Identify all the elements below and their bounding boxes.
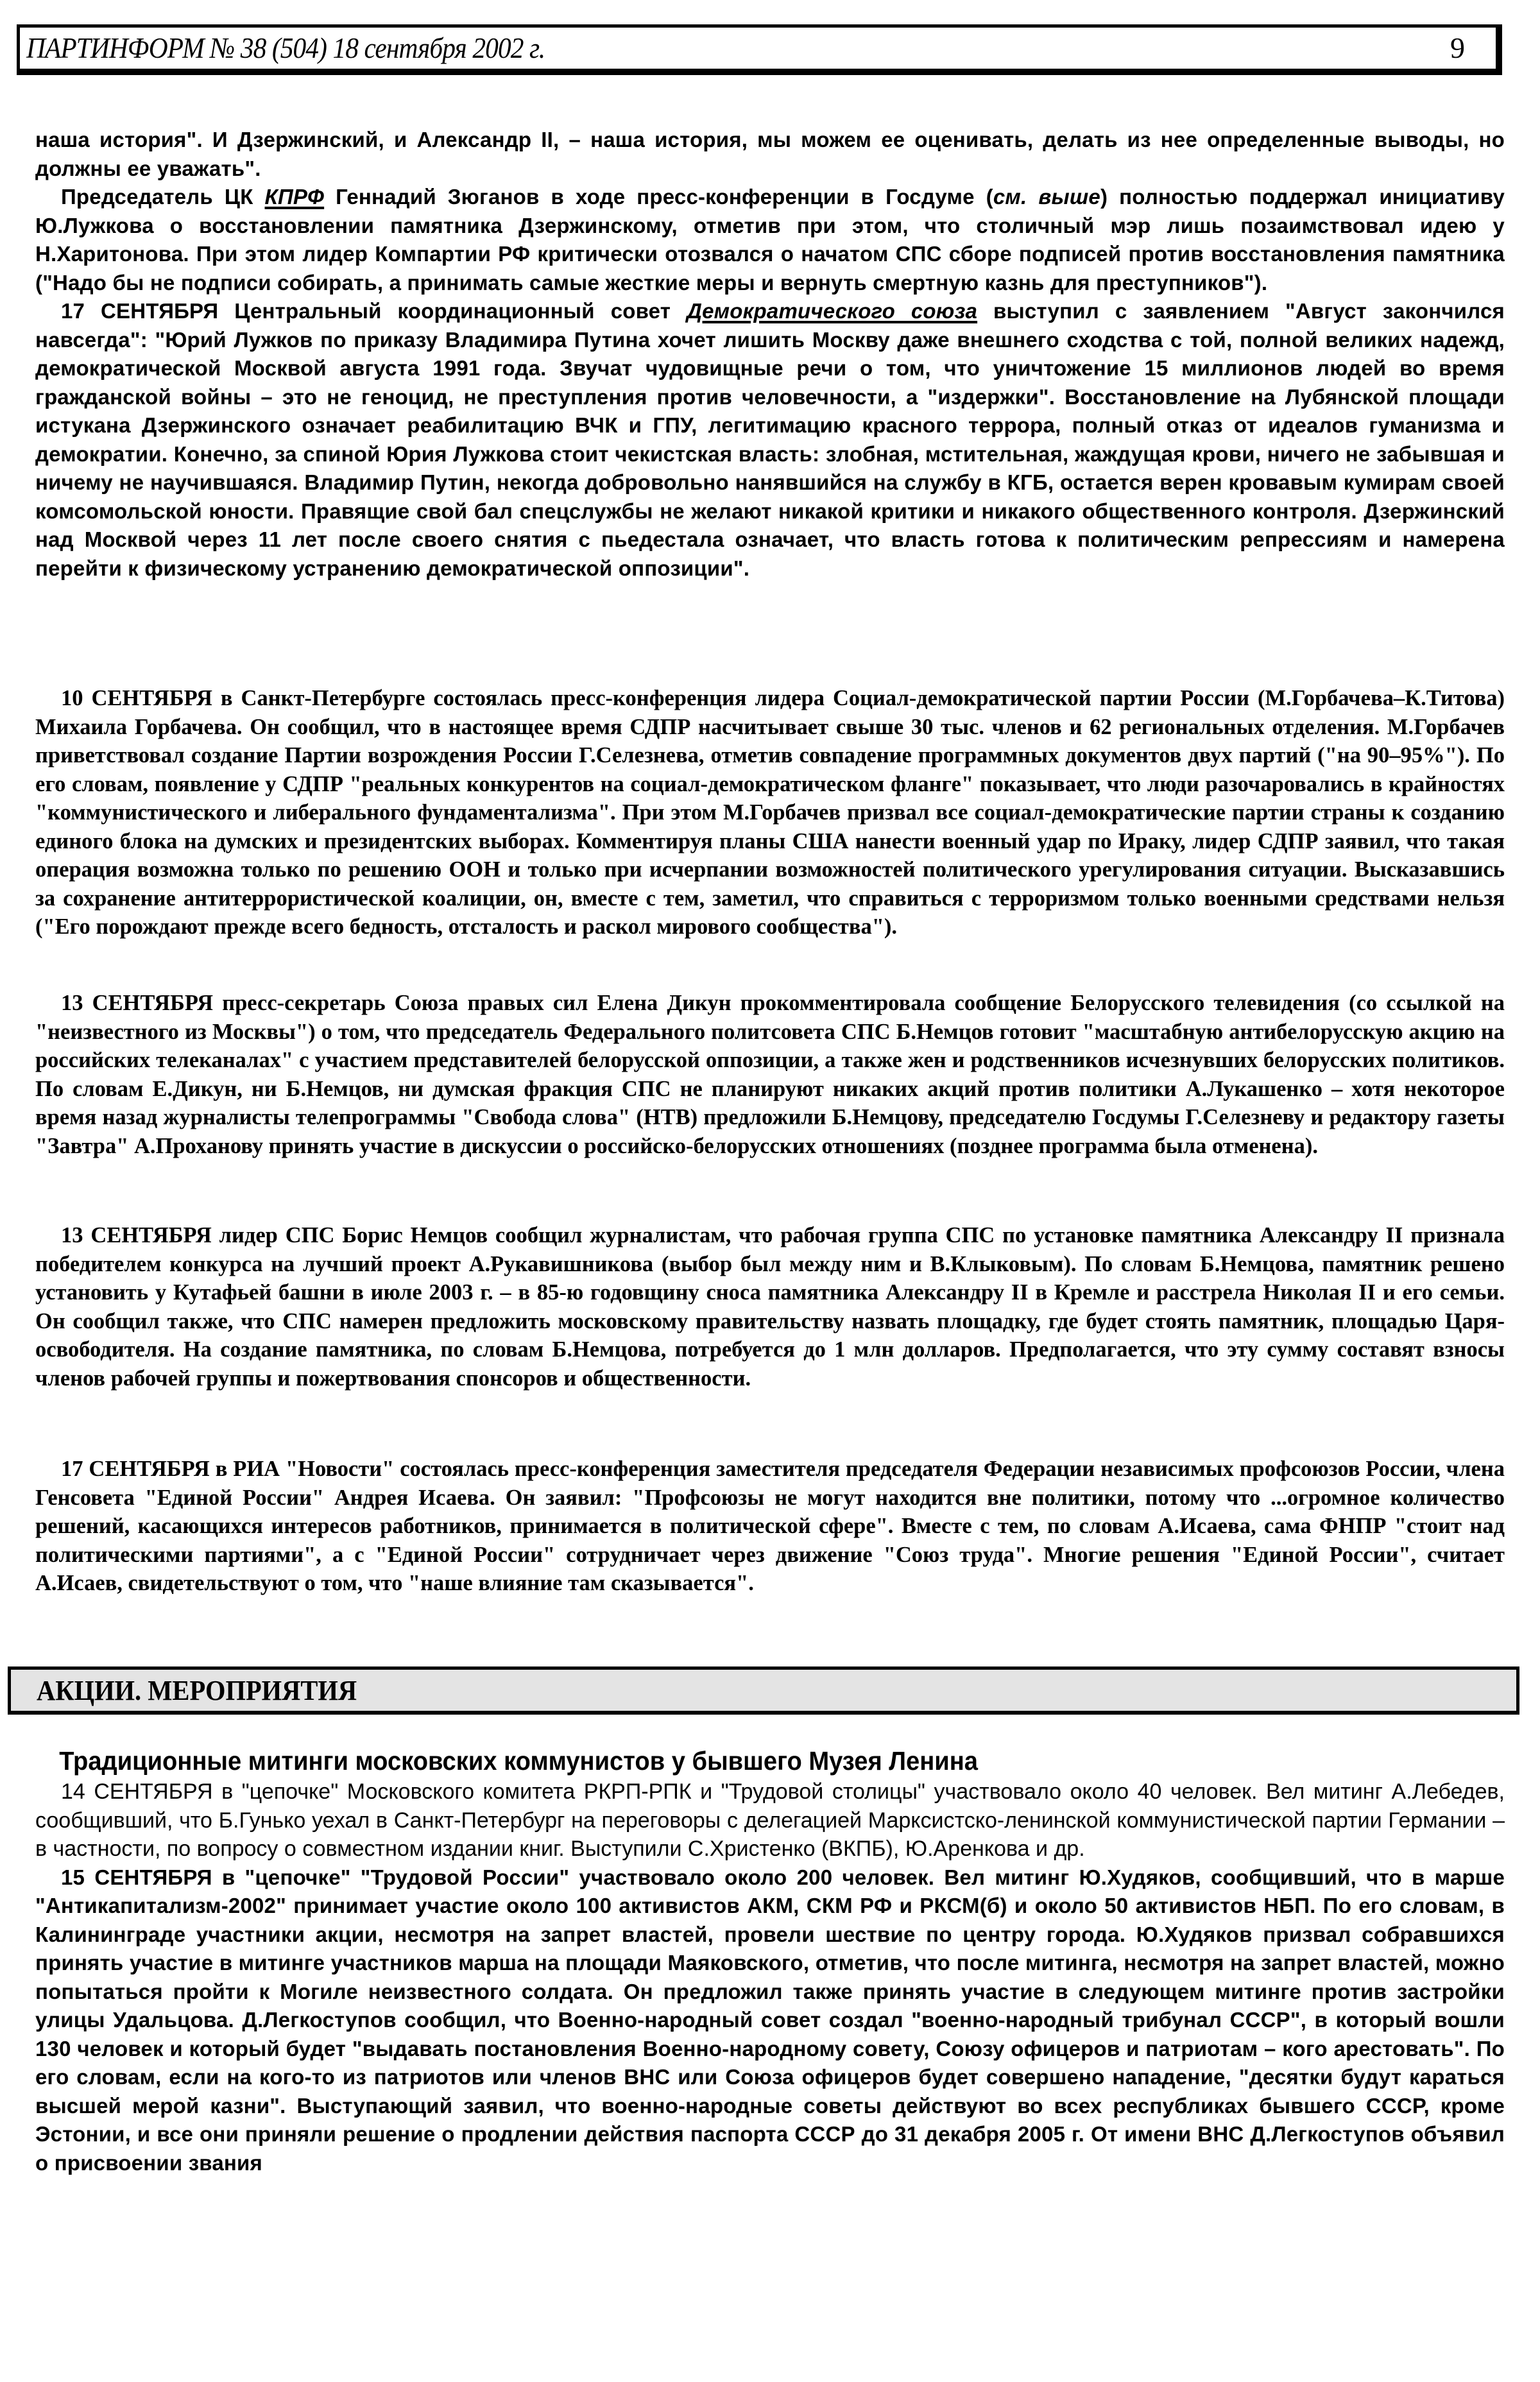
paragraph-continuation: наша история". И Дзержинский, и Александр II, – наша история, мы можем ее оценивать, делать из нее определенные выводы, но должны ее уважать".	[35, 128, 1505, 180]
paragraph-demsoyuz: 17 СЕНТЯБРЯ Центральный координационный совет Демократического союза выступил с заявлением "Август закончился навсегда": "Юрий Лужков по приказу Владимира Путина хочет лишить Москву даже внешнего сходства с той, полной великих надежд, демократической Москвой августа 1991 года. Звучат чудовищные речи о том, что уничтожение 15 миллионов людей во время гражданской войны – это не геноцид, не преступления против человечности, а "издержки". Восстановление на Лубянской площади истукана Дзержинского означает реабилитацию ВЧК и ГПУ, легитимацию красного террора, полный отказ от идеалов гуманизма и демократии. Конечно, за спиной Юрия Лужкова стоит чекистская власть: злобная, мстительная, жаждущая крови, ничего не забывшая и ничему не научившаяся. Владимир Путин, некогда добровольно нанявшийся на службу в КГБ, остается верен кровавым кумирам своей комсомольской юности. Правящие свой бал спецслужбы не желают никакой критики и никакого общественного контроля. Дзержинский над Москвой через 11 лет после своего снятия с пьедестала означает, что власть готова к политическим репрессиям и намерена перейти к физическому устранению демократической оппозиции".	[35, 299, 1505, 580]
section-header-bar	[8, 1667, 1519, 1715]
news-item-nemtsov: 13 СЕНТЯБРЯ лидер СПС Борис Немцов сообщил журналистам, что рабочая группа СПС по установке памятника Александру II признала победителем конкурса на лучший проект А.Рукавишникова (выбор был между ним и В.Клыковым). По словам Б.Немцова, памятник решено установить у Кутафьей башни в июле 2003 г. – в 85-ю годовщину сноса памятника Александру II в Кремле и расстрела Николая II и его семьи. Он сообщил также, что СПС намерен предложить московскому правительству назвать площадку, где будет стоять памятник, площадью Царя-освободителя. На создание памятника, по словам Б.Немцова, потребуется до 1 млн долларов. Предполагается, что эту сумму составят взносы членов рабочей группы и пожертвования спонсоров и общественности.	[35, 1223, 1505, 1391]
article-heading: Традиционные митинги московских коммунистов у бывшего Музея Ленина	[59, 1746, 978, 1776]
page-header	[17, 24, 1502, 75]
news-item	[35, 1221, 1505, 1392]
news-item-gorbachev: 10 СЕНТЯБРЯ в Санкт-Петербурге состоялась пресс-конференция лидера Социал-демократической партии России (М.Горбачева–К.Титова) Михаила Горбачева. Он сообщил, что в настоящее время СДПР насчитывает свыше 30 тыс. членов и 62 региональных отделения. М.Горбачев приветствовал создание Партии возрождения России Г.Селезнева, отметив совпадение программных документов двух партий ("на 90–95%"). По его словам, появление у СДПР "реальных конкурентов на социал-демократическом фланге" показывает, что люди разочаровались в крайностях "коммунистического и либерального фундаментализма". При этом М.Горбачев призвал все социал-демократические партии страны к созданию единого блока на думских и президентских выборах. Комментируя планы США нанести военный удар по Ираку, лидер СДПР заявил, что такая операция возможна только по решению ООН и только при исчерпании возможностей политического урегулирования ситуации. Высказавшись за сохранение антитеррористической коалиции, он, вместе с тем, заметил, что справиться с терроризмом только военными средствами нельзя ("Его порождают прежде всего бедность, отсталость и раскол мирового сообщества").	[35, 686, 1505, 939]
publication-title: ПАРТИНФОРМ № 38 (504) 18 сентября 2002 г.	[26, 31, 545, 64]
article-paragraph-15-sep: 15 СЕНТЯБРЯ в "цепочке" "Трудовой России" участвовало около 200 человек. Вел митинг Ю.Худяков, сообщивший, что в марше "Антикапитализм-2002" принимает участие около 100 активистов АКМ, СКМ РФ и РКСМ(б) и около 50 активистов НБП. По его словам, в Калининграде участники акции, несмотря на запрет властей, провели шествие по центру города. Ю.Худяков призвал собравшихся принять участие в митинге участников марша на площади Маяковского, отметив, что после митинга, несмотря на запрет властей, можно попытаться пройти к Могиле неизвестного солдата. Он предложил также принять участие в следующем митинге против застройки улицы Удальцова. Д.Легкоступов сообщил, что Военно-народный совет создал "военно-народный трибунал СССР", в который вошли 130 человек и который будет "выдавать постановления Военно-народному совету, Союзу офицеров и патриотам – кого арестовать". По его словам, если на кого-то из патриотов или членов ВНС или Союза офицеров будет совершено нападение, "десятки будут караться высшей мерой казни". Выступающий заявил, что военно-народные советы действуют во всех республиках бывшего СССР, кроме Эстонии, и все они приняли решение о продлении действия паспорта СССР до 31 декабря 2005 г. От имени ВНС Д.Легкоступов объявил о присвоении звания	[35, 1865, 1505, 2175]
paragraph-zyuganov: Председатель ЦК КПРФ Геннадий Зюганов в ходе пресс-конференции в Госдуме (см. выше) полностью поддержал инициативу Ю.Лужкова о восстановлении памятника Дзержинскому, отметив при этом, что столичный мэр лишь позаимствовал идею у Н.Харитонова. При этом лидер Компартии РФ критически отозвался о начатом СПС сборе подписей против восстановления памятника ("Надо бы не подписи собирать, а принимать самые жесткие меры и вернуть смертную казнь для преступников").	[35, 185, 1505, 295]
article	[35, 1744, 1505, 2177]
news-item	[35, 989, 1505, 1160]
article-paragraph-14-sep: 14 СЕНТЯБРЯ в "цепочке" Московского комитета РКРП-РПК и "Трудовой столицы" участвовало около 40 человек. Вел митинг А.Лебедев, сообщивший, что Б.Гунько уехал в Санкт-Петербург на переговоры с делегацией Марксистско-ленинской коммунистической партии Германии – в частности, по вопросу о совместном издании книг. Выступили С.Христенко (ВКПБ), Ю.Аренкова и др.	[35, 1779, 1505, 1861]
kprf-link[interactable]: КПРФ	[264, 185, 325, 209]
see-above-note: см. выше	[993, 185, 1100, 209]
top-section	[35, 126, 1505, 583]
news-item-dikun: 13 СЕНТЯБРЯ пресс-секретарь Союза правых сил Елена Дикун прокомментировала сообщение Белорусского телевидения (со ссылкой на "неизвестного из Москвы") о том, что председатель Федерального политсовета СПС Б.Немцов готовит "масштабную антибелорусскую акцию на российских телеканалах" с участием представителей белорусской оппозиции, а также жен и родственников исчезнувших белорусских политиков. По словам Е.Дикун, ни Б.Немцов, ни думская фракция СПС не планируют никаких акций против политики А.Лукашенко – хотя некоторое время назад журналисты телепрограммы "Свобода слова" (НТВ) предложили Б.Немцову, председателю Госдумы Г.Селезневу и редактору газеты "Завтра" А.Проханову принять участие в дискуссии о российско-белорусских отношениях (позднее программа была отменена).	[35, 991, 1505, 1158]
news-item	[35, 1455, 1505, 1598]
news-item-isaev: 17 СЕНТЯБРЯ в РИА "Новости" состоялась пресс-конференция заместителя председателя Федерации независимых профсоюзов России, члена Генсовета "Единой России" Андрея Исаева. Он заявил: "Профсоюзы не могут находится вне политики, потому что ...огромное количество решений, касающихся интересов работников, принимается в политической сфере". Вместе с тем, по словам А.Исаева, сама ФНПР "стоит над политическими партиями", а с "Единой России" сотрудничает через движение "Союз труда". Многие решения "Единой России", считает А.Исаев, свидетельствуют о том, что "наше влияние там сказывается".	[35, 1457, 1505, 1595]
demsoyuz-link[interactable]: Демократического союза	[687, 299, 978, 323]
news-item	[35, 684, 1505, 941]
page-number: 9	[1450, 31, 1465, 64]
section-title: АКЦИИ. МЕРОПРИЯТИЯ	[37, 1675, 357, 1706]
